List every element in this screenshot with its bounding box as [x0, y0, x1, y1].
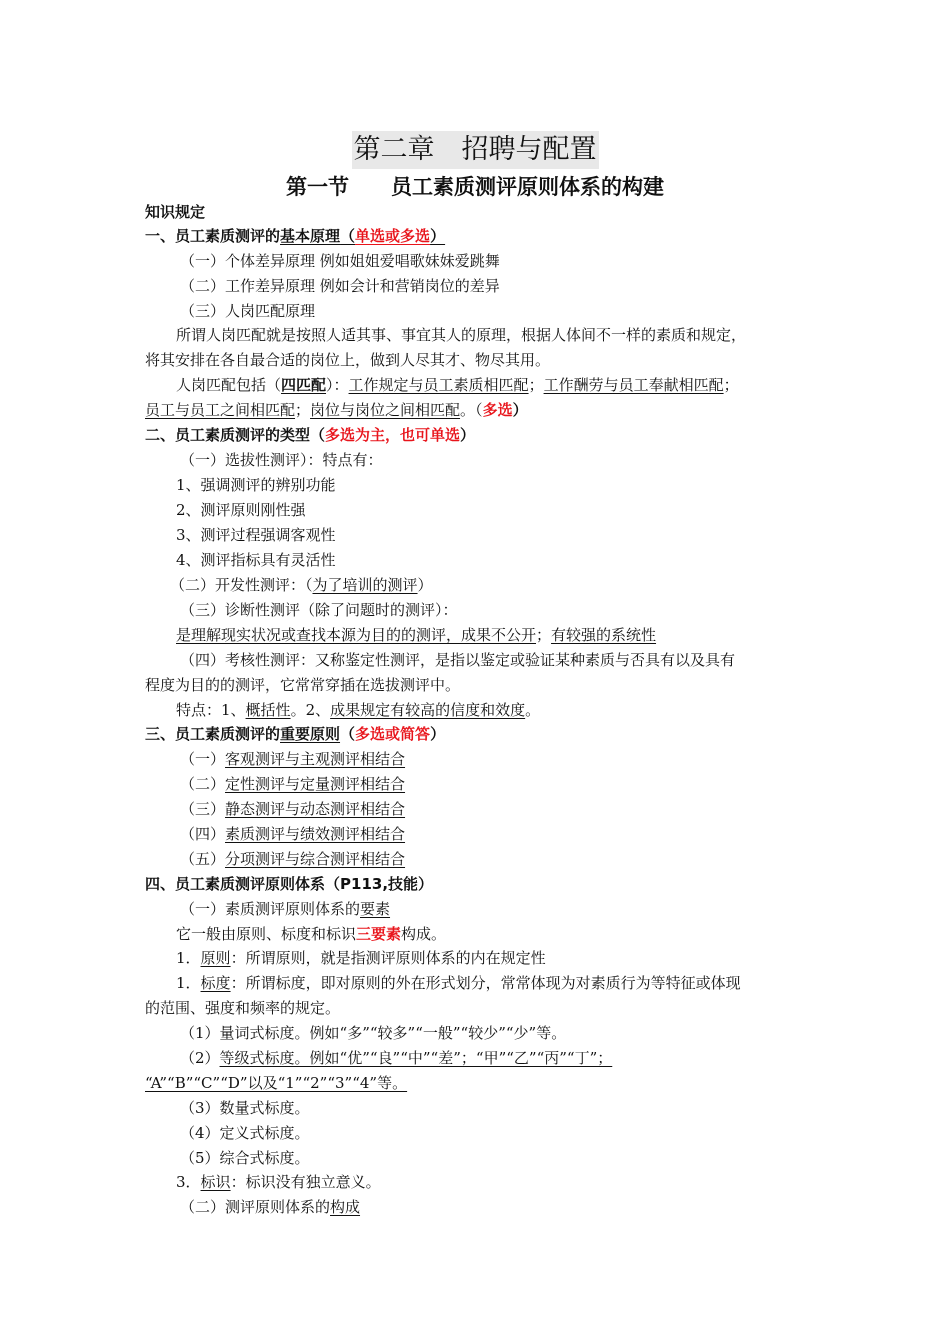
- paragraph-line: 它一般由原则、标度和标识三要素构成。: [176, 925, 447, 943]
- paragraph-line: 的范围、强度和频率的规定。: [145, 999, 341, 1017]
- knowledge-heading: 知识规定: [145, 203, 206, 221]
- paragraph-line: 所谓人岗匹配就是按照人适其事、事宜其人的原理，根据人体间不一样的素质和规定，: [176, 326, 747, 344]
- paragraph-line: 员工与员工之间相匹配；岗位与岗位之间相匹配。（多选）: [145, 401, 528, 419]
- list-item: （1）量词式标度。例如“多”“较多”“一般”“较少”“少”等。: [180, 1024, 567, 1042]
- principle-2: （二）工作差异原理 例如会计和营销岗位的差异: [180, 277, 500, 295]
- paragraph-line: 1．标度：所谓标度，即对原则的外在形式划分，常常体现为对素质行为等特征或体现: [176, 974, 741, 992]
- paragraph-line: 特点：1、概括性。2、成果规定有较高的信度和效度。: [176, 701, 541, 719]
- list-item: 3、测评过程强调客观性: [176, 526, 336, 544]
- list-item: （二）测评原则体系的构成: [180, 1198, 361, 1216]
- list-item: （一）素质测评原则体系的要素: [180, 900, 391, 918]
- list-item: 2、测评原则刚性强: [176, 501, 306, 519]
- heading-key-principles: 三、员工素质测评的重要原则（多选或简答）: [145, 725, 446, 743]
- list-item: 4、测评指标具有灵活性: [176, 551, 336, 569]
- list-item: （2）等级式标度。例如“优”“良”“中”“差”；“甲”“乙”“丙”“丁”；: [180, 1049, 613, 1067]
- list-item-continued: “A”“B”“C”“D”以及“1”“2”“3”“4”等。: [145, 1074, 408, 1092]
- chapter-title: 第二章 招聘与配置: [0, 131, 950, 169]
- type-1: （一）选拔性测评）：特点有：: [180, 451, 383, 469]
- list-item: （4）定义式标度。: [180, 1124, 310, 1142]
- paragraph-line: 3．标识：标识没有独立意义。: [176, 1173, 381, 1191]
- heading-system: 四、员工素质测评原则体系（P113,技能）: [145, 875, 434, 893]
- list-item: 1、强调测评的辨别功能: [176, 476, 336, 494]
- type-4: （四）考核性测评：又称鉴定性测评，是指以鉴定或验证某种素质与否具有以及具有: [180, 651, 736, 669]
- paragraph-line: 程度为目的的测评，它常常穿插在选拔测评中。: [145, 676, 461, 694]
- paragraph-line: 是理解现实状况或查找本源为目的的测评，成果不公开；有较强的系统性: [176, 626, 657, 644]
- list-item: （四）素质测评与绩效测评相结合: [180, 825, 406, 843]
- principle-1: （一）个体差异原理 例如姐姐爱唱歌妹妹爱跳舞: [180, 252, 500, 270]
- list-item: （一）客观测评与主观测评相结合: [180, 750, 406, 768]
- section-title: 第一节 员工素质测评原则体系的构建: [286, 175, 664, 199]
- list-item: （三）静态测评与动态测评相结合: [180, 800, 406, 818]
- paragraph-line: 1．原则：所谓原则，就是指测评原则体系的内在规定性: [176, 949, 546, 967]
- heading-basic-principles: 一、员工素质测评的基本原理（单选或多选）: [145, 227, 446, 245]
- list-item: （二）定性测评与定量测评相结合: [180, 775, 406, 793]
- list-item: （3）数量式标度。: [180, 1099, 310, 1117]
- paragraph-line: 人岗匹配包括（四匹配）：工作规定与员工素质相匹配；工作酬劳与员工奉献相匹配；: [176, 376, 739, 394]
- heading-types: 二、员工素质测评的类型（多选为主，也可单选）: [145, 426, 476, 444]
- list-item: （5）综合式标度。: [180, 1149, 310, 1167]
- type-2: （二）开发性测评：（为了培训的测评）: [170, 576, 433, 594]
- type-3: （三）诊断性测评（除了问题时的测评）：: [180, 601, 458, 619]
- principle-3: （三）人岗匹配原理: [180, 302, 316, 320]
- list-item: （五）分项测评与综合测评相结合: [180, 850, 406, 868]
- paragraph-line: 将其安排在各自最合适的岗位上，做到人尽其才、物尽其用。: [145, 351, 551, 369]
